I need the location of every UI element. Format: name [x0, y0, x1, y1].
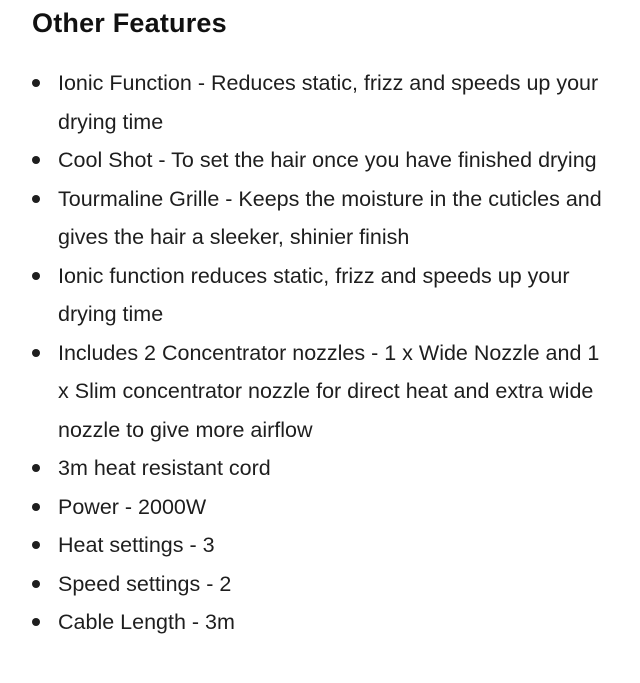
bullet-icon	[32, 541, 40, 549]
bullet-icon	[32, 503, 40, 511]
feature-text: Tourmaline Grille - Keeps the moisture in the cuticles and gives the hair a sleeker, shinier finish	[58, 186, 602, 249]
feature-text: Heat settings - 3	[58, 533, 215, 557]
bullet-icon	[32, 464, 40, 472]
feature-text: Includes 2 Concentrator nozzles - 1 x Wide Nozzle and 1 x Slim concentrator nozzle for direct heat and extra wide nozzle to give more airflow	[58, 340, 600, 442]
feature-item	[32, 526, 640, 565]
bullet-icon	[32, 272, 40, 280]
feature-item	[32, 488, 640, 527]
feature-item	[32, 334, 640, 450]
feature-item	[32, 449, 640, 488]
bullet-icon	[32, 618, 40, 626]
feature-text: Ionic Function - Reduces static, frizz and speeds up your drying time	[58, 71, 599, 134]
feature-text: Power - 2000W	[58, 494, 207, 519]
bullet-icon	[32, 195, 40, 203]
bullet-icon	[32, 349, 40, 357]
feature-list	[32, 64, 640, 642]
bullet-icon	[32, 580, 40, 588]
feature-text: Ionic function reduces static, frizz and speeds up your drying time	[58, 263, 570, 326]
feature-text: Cool Shot - To set the hair once you have finished drying	[58, 148, 597, 172]
feature-text: Speed settings - 2	[58, 571, 232, 596]
bullet-icon	[32, 156, 40, 164]
section-heading: Other Features	[32, 8, 227, 38]
feature-item	[32, 603, 640, 642]
feature-item	[32, 565, 640, 604]
feature-text: Cable Length - 3m	[58, 610, 235, 634]
feature-item	[32, 257, 640, 334]
feature-item	[32, 64, 640, 141]
feature-item	[32, 141, 640, 180]
feature-item	[32, 180, 640, 257]
bullet-icon	[32, 79, 40, 87]
feature-text: 3m heat resistant cord	[58, 456, 271, 480]
